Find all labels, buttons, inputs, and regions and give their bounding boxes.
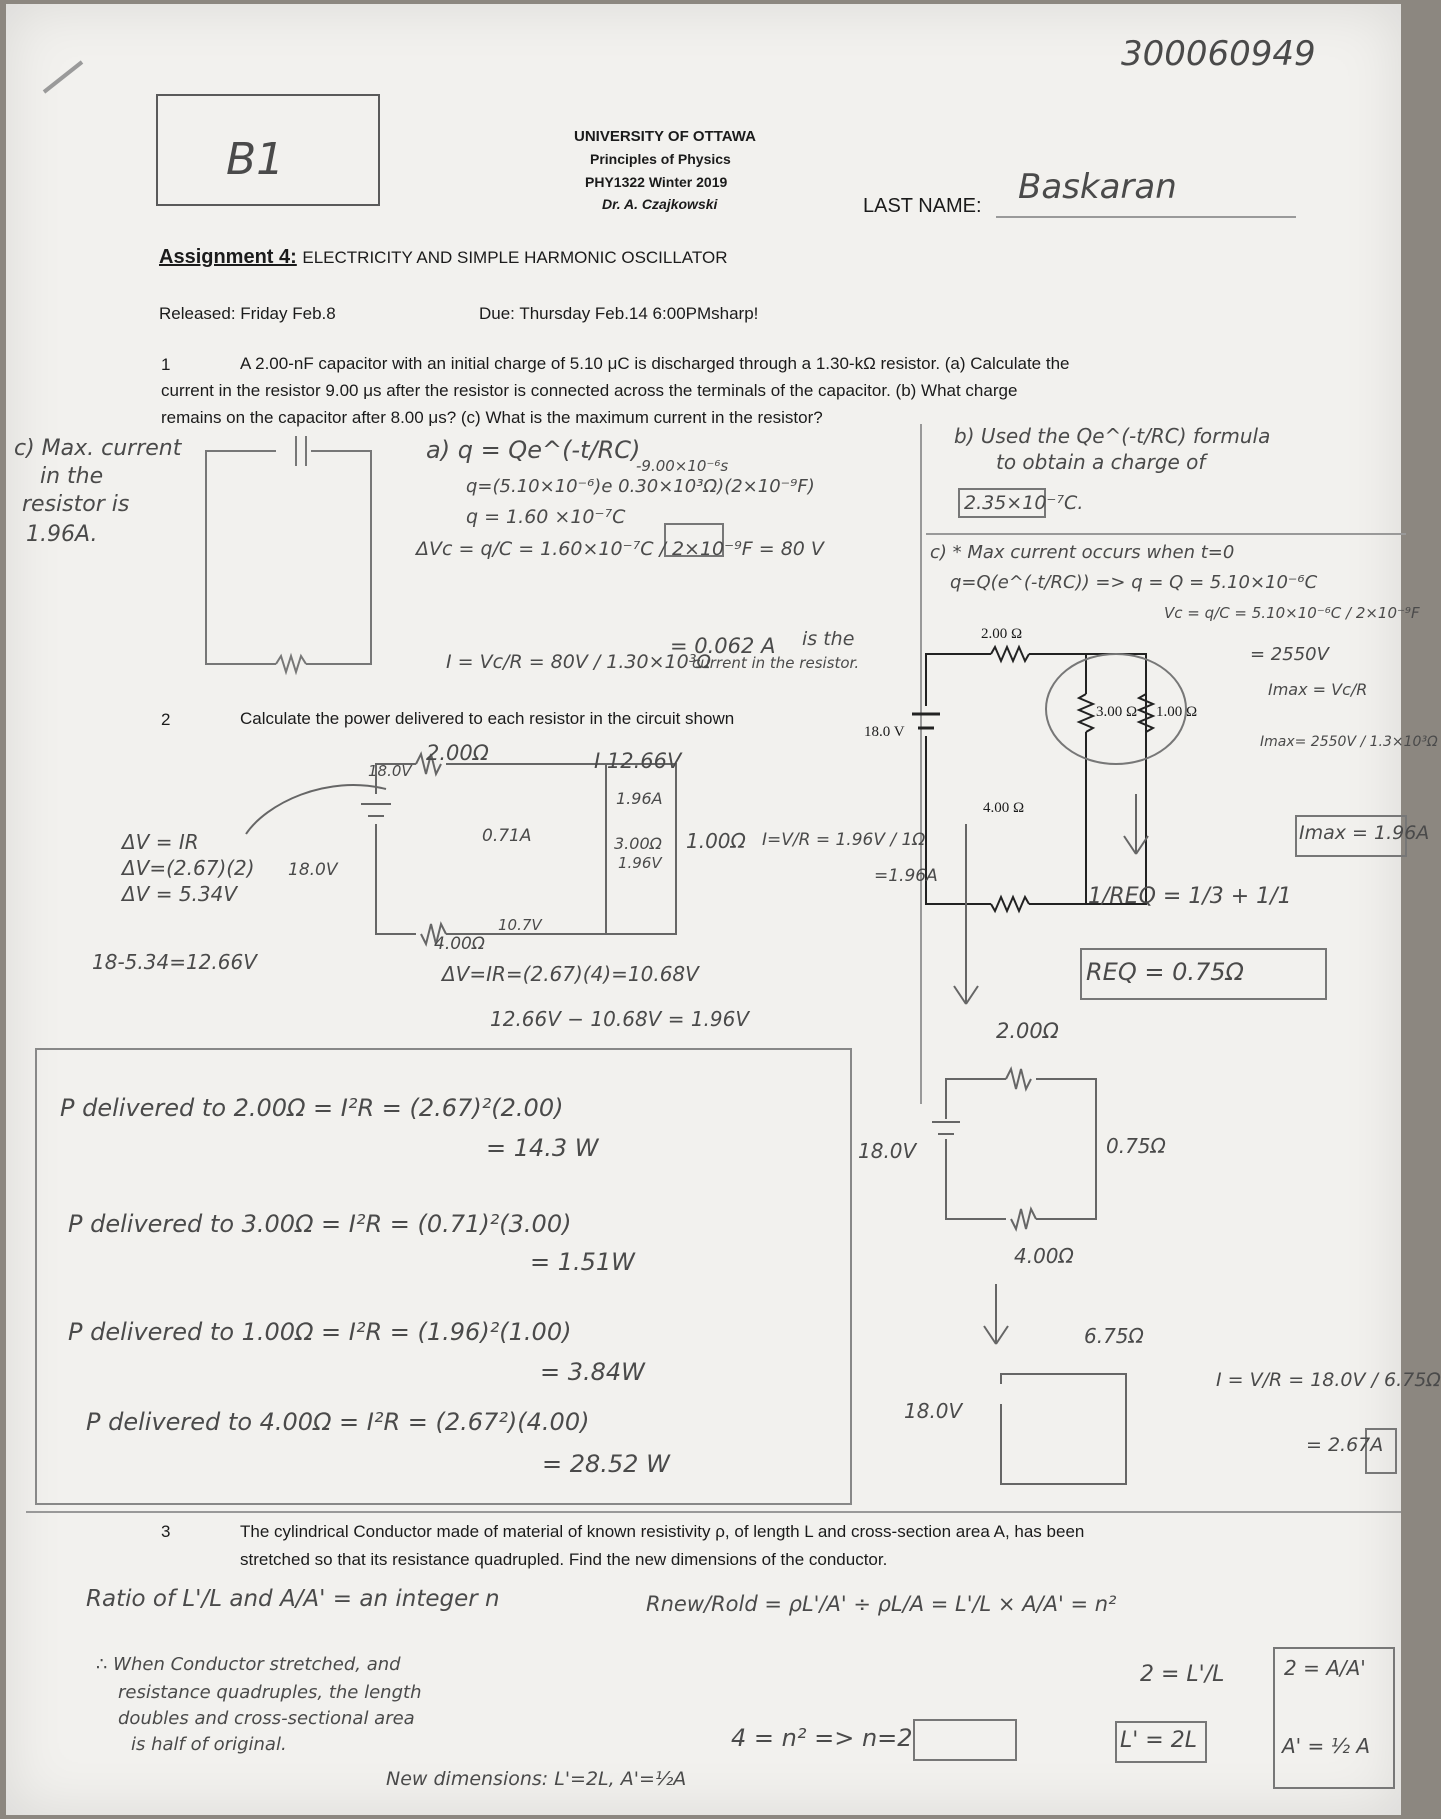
instructor-name: Dr. A. Czajkowski [602, 196, 718, 212]
q1-line-2: current in the resistor 9.00 μs after the resistor is connected across the terminals of the capacitor. (b) What charge [161, 381, 1018, 400]
q2-number: 2 [161, 710, 171, 729]
circuit-emf-label: 18.0 V [864, 724, 905, 740]
total-r: 6.75Ω [1084, 1324, 1144, 1348]
q1b-line-1: b) Used the Qe^(-t/RC) formula [954, 424, 1271, 448]
circuit-r4-label: 4.00 Ω [983, 800, 1025, 816]
q3-hw-note-4: is half of original. [131, 1734, 287, 1755]
q1-number: 1 [161, 355, 171, 374]
sketch-v2: 1.96V [618, 854, 662, 872]
assignment-number: Assignment 4: [159, 246, 297, 268]
sketch-r1: 2.00Ω [426, 741, 489, 765]
power-r1-result: = 14.3 W [486, 1134, 599, 1162]
released-date: Released: Friday Feb.8 [159, 304, 336, 323]
q1c-line-1: c) * Max current occurs when t=0 [930, 542, 1235, 563]
q3-hw-new-dims: New dimensions: L'=2L, A'=½A [386, 1768, 687, 1790]
q3-n-answer-box [914, 1720, 1016, 1760]
q3-hw-length-ratio: 2 = L'/L [1140, 1662, 1225, 1687]
assignment-topic: ELECTRICITY AND SIMPLE HARMONIC OSCILLATOR [302, 248, 728, 267]
staple-mark [44, 62, 82, 92]
q3-number: 3 [161, 1522, 171, 1541]
q1c-answer: Imax = 1.96A [1299, 822, 1430, 844]
last-name-value: Baskaran [1018, 167, 1177, 207]
power-r4-result: = 28.52 W [542, 1450, 670, 1478]
q1a-line-2: -9.00×10⁻⁶s [636, 457, 729, 475]
q1c-note-2: in the [40, 464, 104, 489]
q1a-line-3: q=(5.10×10⁻⁶)e 0.30×10³Ω)(2×10⁻⁹F) [466, 476, 815, 497]
req-result: REQ = 0.75Ω [1086, 958, 1244, 986]
q1-line-1: A 2.00-nF capacitor with an initial charge of 5.10 μC is discharged through a 1.30-kΩ resistor. (a) Calculate the [240, 354, 1070, 373]
q1-line-3: remains on the capacitor after 8.00 μs? (c) What is the maximum current in the resistor? [161, 408, 823, 427]
sketch-i3-val: =1.96A [874, 866, 938, 886]
current-eq: I = V/R = 18.0V / 6.75Ω [1216, 1369, 1441, 1391]
circuit-r3-label: 1.00 Ω [1156, 704, 1198, 720]
power-r1-eq: P delivered to 2.00Ω = I²R = (2.67)²(2.00) [60, 1094, 564, 1122]
sketch-r4: 4.00Ω [434, 934, 485, 954]
power-r3-eq: P delivered to 1.00Ω = I²R = (1.96)²(1.00) [68, 1318, 572, 1346]
assignment-page [6, 4, 1441, 1815]
sketch-dv4: ΔV=IR=(2.67)(4)=10.68V [442, 962, 699, 986]
reduced-emf-1: 18.0V [858, 1139, 917, 1163]
q1c-line-6: Imax= 2550V / 1.3×10³Ω [1260, 734, 1438, 750]
q1c-note-3: resistor is [22, 492, 130, 517]
sketch-v-diff: 12.66V − 10.68V = 1.96V [490, 1007, 750, 1031]
q3-line-2: stretched so that its resistance quadrupled. Find the new dimensions of the conductor. [240, 1550, 888, 1569]
q2-left-line-3: ΔV = 5.34V [122, 882, 238, 906]
q1a-line-8: is the [802, 628, 855, 650]
printed-circuit [912, 647, 1153, 911]
q3-hw-length-answer: L' = 2L [1120, 1728, 1197, 1753]
q3-hw-n: 4 = n² => n=2 [731, 1724, 913, 1752]
reduced-r1: 2.00Ω [996, 1019, 1059, 1043]
power-r4-eq: P delivered to 4.00Ω = I²R = (2.67²)(4.00) [86, 1408, 590, 1436]
power-r2-eq: P delivered to 3.00Ω = I²R = (0.71)²(3.00) [68, 1210, 572, 1238]
sketch-i3: I=V/R = 1.96V / 1Ω [762, 830, 926, 850]
q1a-line-1: a) q = Qe^(-t/RC) [426, 436, 641, 464]
q1b-line-3: 2.35×10⁻⁷C. [964, 492, 1084, 514]
q1c-line-3: Vc = q/C = 5.10×10⁻⁶C / 2×10⁻⁹F [1164, 604, 1420, 622]
q3-hw-note-1: ∴ When Conductor stretched, and [96, 1654, 401, 1675]
q3-hw-ratio: Ratio of L'/L and A/A' = an integer n [86, 1586, 500, 1612]
reduced-emf-2: 18.0V [904, 1399, 963, 1423]
q1c-line-4: = 2550V [1250, 644, 1329, 665]
reduced-r4: 4.00Ω [1014, 1244, 1074, 1268]
q1b-line-2: to obtain a charge of [996, 450, 1206, 474]
power-r3-result: = 3.84W [540, 1358, 645, 1386]
q3-hw-note-3: doubles and cross-sectional area [118, 1708, 415, 1729]
q1c-line-2: q=Q(e^(-t/RC)) => q = Q = 5.10×10⁻⁶C [950, 572, 1318, 593]
power-r2-result: = 1.51W [530, 1248, 635, 1276]
sketch-emf-left: 18.0V [288, 860, 338, 880]
hw-circuit-left [246, 754, 676, 944]
q3-line-1: The cylindrical Conductor made of material of known resistivity ρ, of length L and cross-section area A, has been [240, 1522, 1085, 1541]
sketch-layer [6, 4, 1401, 1815]
student-id: 300060949 [1121, 34, 1316, 74]
sketch-current-v: I 12.66V [594, 749, 682, 773]
reduced-req: 0.75Ω [1106, 1134, 1166, 1158]
circuit-r2-label: 3.00 Ω [1096, 704, 1138, 720]
due-date: Due: Thursday Feb.14 6:00PMsharp! [479, 304, 759, 323]
q1a-line-9: current in the resistor. [692, 654, 860, 672]
q2-left-line-1: ΔV = IR [122, 830, 199, 854]
q2-left-line-4: 18-5.34=12.66V [92, 950, 257, 974]
sketch-r2: 3.00Ω [614, 834, 662, 853]
assignment-title [159, 246, 727, 269]
q3-hw-area-ratio: 2 = A/A' [1284, 1656, 1366, 1680]
q3-hw-area-answer: A' = ½ A [1282, 1734, 1371, 1758]
q2-left-line-2: ΔV=(2.67)(2) [122, 856, 255, 880]
rc-circuit-sketch [206, 436, 371, 672]
course-code: PHY1322 Winter 2019 [585, 174, 728, 190]
q3-hw-note-2: resistance quadruples, the length [118, 1682, 422, 1703]
course-subtitle: Principles of Physics [590, 151, 731, 167]
sketch-current-small: 0.71A [482, 826, 532, 846]
sketch-v4: 10.7V [498, 916, 542, 934]
q2-prompt: Calculate the power delivered to each resistor in the circuit shown [240, 709, 735, 728]
q1c-note-1: c) Max. current [14, 436, 182, 461]
q3-hw-rnew: Rnew/Rold = ρL'/A' ÷ ρL/A = L'/L × A/A' = n² [646, 1592, 1117, 1616]
q1a-line-6: I = Vc/R = 80V / 1.30×10³Ω [446, 651, 711, 673]
circuit-r1-label: 2.00 Ω [981, 626, 1023, 642]
sketch-current-a: 1.96A [616, 789, 663, 808]
sketch-r3: 1.00Ω [686, 829, 746, 853]
university-name: UNIVERSITY OF OTTAWA [574, 128, 756, 145]
last-name-underline [996, 216, 1296, 218]
q1c-line-5: Imax = Vc/R [1268, 680, 1368, 699]
q1a-line-5: ΔVc = q/C = 1.60×10⁻⁷C / 2×10⁻⁹F = 80 V [416, 538, 824, 560]
last-name-label: LAST NAME: [863, 195, 982, 217]
q1c-note-4: 1.96A. [26, 522, 98, 547]
q1a-line-4: q = 1.60 ×10⁻⁷C [466, 506, 626, 528]
current-result: = 2.67A [1306, 1434, 1384, 1456]
section-label: B1 [226, 134, 285, 185]
req-eq: 1/REQ = 1/3 + 1/1 [1088, 884, 1292, 909]
sketch-emf-top: 18.0V [368, 762, 412, 780]
q1a-answer: = 0.062 A [670, 634, 776, 658]
